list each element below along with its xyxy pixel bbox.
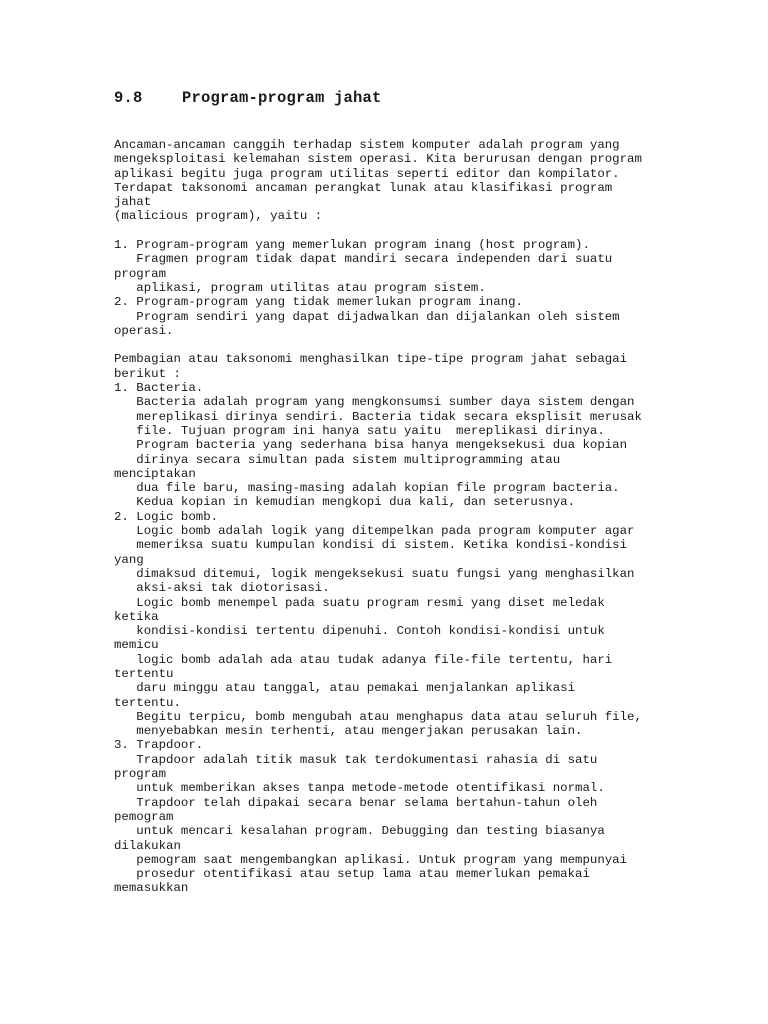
text-line: tertentu.: [114, 695, 181, 710]
section-title: Program-program jahat: [182, 89, 382, 107]
text-line: Program bacteria yang sederhana bisa hanya mengeksekusi dua kopian: [114, 438, 628, 453]
text-line: mereplikasi dirinya sendiri. Bacteria tidak secara eksplisit merusak: [114, 409, 642, 424]
text-line: Program sendiri yang dapat dijadwalkan dan dijalankan oleh sistem: [114, 309, 620, 324]
text-line: program: [114, 266, 167, 281]
text-line: untuk memberikan akses tanpa metode-metode otentifikasi normal.: [114, 781, 605, 796]
text-line: aplikasi, program utilitas atau program sistem.: [114, 280, 486, 295]
text-line: kondisi-kondisi tertentu dipenuhi. Contoh kondisi-kondisi untuk: [114, 624, 605, 639]
text-line: pemogram: [114, 809, 174, 824]
section-heading: [114, 88, 382, 108]
text-line: Pembagian atau taksonomi menghasilkan tipe-tipe program jahat sebagai: [114, 352, 628, 367]
text-line: file. Tujuan program ini hanya satu yaitu mereplikasi dirinya.: [114, 423, 605, 438]
text-line: memeriksa suatu kumpulan kondisi di sistem. Ketika kondisi-kondisi: [114, 538, 628, 553]
text-line: prosedur otentifikasi atau setup lama atau memerlukan pemakai: [114, 867, 590, 882]
text-line: berikut :: [114, 366, 181, 381]
text-line: memasukkan: [114, 881, 189, 896]
text-line: untuk mencari kesalahan program. Debugging dan testing biasanya: [114, 824, 605, 839]
text-line: 3. Trapdoor.: [114, 738, 204, 753]
text-line: jahat: [114, 195, 152, 210]
text-line: menciptakan: [114, 466, 196, 481]
text-line: dirinya secara simultan pada sistem multiprogramming atau: [114, 452, 561, 467]
text-line: dimaksud ditemui, logik mengeksekusi suatu fungsi yang menghasilkan: [114, 566, 635, 581]
text-line: memicu: [114, 638, 159, 653]
text-line: program: [114, 767, 167, 782]
text-line: aksi-aksi tak diotorisasi.: [114, 581, 330, 596]
text-line: 1. Program-program yang memerlukan program inang (host program).: [114, 238, 590, 253]
text-line: 2. Program-program yang tidak memerlukan program inang.: [114, 295, 523, 310]
text-line: Kedua kopian in kemudian mengkopi dua kali, dan seterusnya.: [114, 495, 576, 510]
text-line: Begitu terpicu, bomb mengubah atau menghapus data atau seluruh file,: [114, 709, 642, 724]
text-line: 2. Logic bomb.: [114, 509, 219, 524]
text-line: Trapdoor telah dipakai secara benar selama bertahun-tahun oleh: [114, 795, 598, 810]
text-line: [114, 224, 754, 238]
text-line: Fragmen program tidak dapat mandiri secara independen dari suatu: [114, 252, 613, 267]
text-line: pemogram saat mengembangkan aplikasi. Untuk program yang mempunyai: [114, 852, 628, 867]
text-line: dilakukan: [114, 838, 181, 853]
text-line: dua file baru, masing-masing adalah kopian file program bacteria.: [114, 481, 620, 496]
text-line: operasi.: [114, 323, 174, 338]
text-line: tertentu: [114, 666, 174, 681]
text-line: menyebabkan mesin terhenti, atau mengerjakan perusakan lain.: [114, 724, 583, 739]
text-line: Terdapat taksonomi ancaman perangkat lunak atau klasifikasi program: [114, 180, 613, 195]
text-line: Bacteria adalah program yang mengkonsumsi sumber daya sistem dengan: [114, 395, 635, 410]
text-line: [114, 338, 754, 352]
text-line: Trapdoor adalah titik masuk tak terdokumentasi rahasia di satu: [114, 752, 598, 767]
text-line: (malicious program), yaitu :: [114, 209, 323, 224]
text-line: mengeksploitasi kelemahan sistem operasi. Kita berurusan dengan program: [114, 152, 642, 167]
text-line: daru minggu atau tanggal, atau pemakai menjalankan aplikasi: [114, 681, 576, 696]
text-line: logic bomb adalah ada atau tudak adanya file-file tertentu, hari: [114, 652, 613, 667]
section-number: 9.8: [114, 89, 143, 107]
text-line: ketika: [114, 609, 159, 624]
text-line: Logic bomb menempel pada suatu program resmi yang diset meledak: [114, 595, 605, 610]
text-line: aplikasi begitu juga program utilitas seperti editor dan kompilator.: [114, 166, 620, 181]
text-line: Ancaman-ancaman canggih terhadap sistem komputer adalah program yang: [114, 138, 620, 152]
text-line: yang: [114, 552, 144, 567]
text-line: 1. Bacteria.: [114, 381, 204, 396]
text-line: Logic bomb adalah logik yang ditempelkan pada program komputer agar: [114, 524, 635, 539]
document-body: [114, 138, 754, 896]
